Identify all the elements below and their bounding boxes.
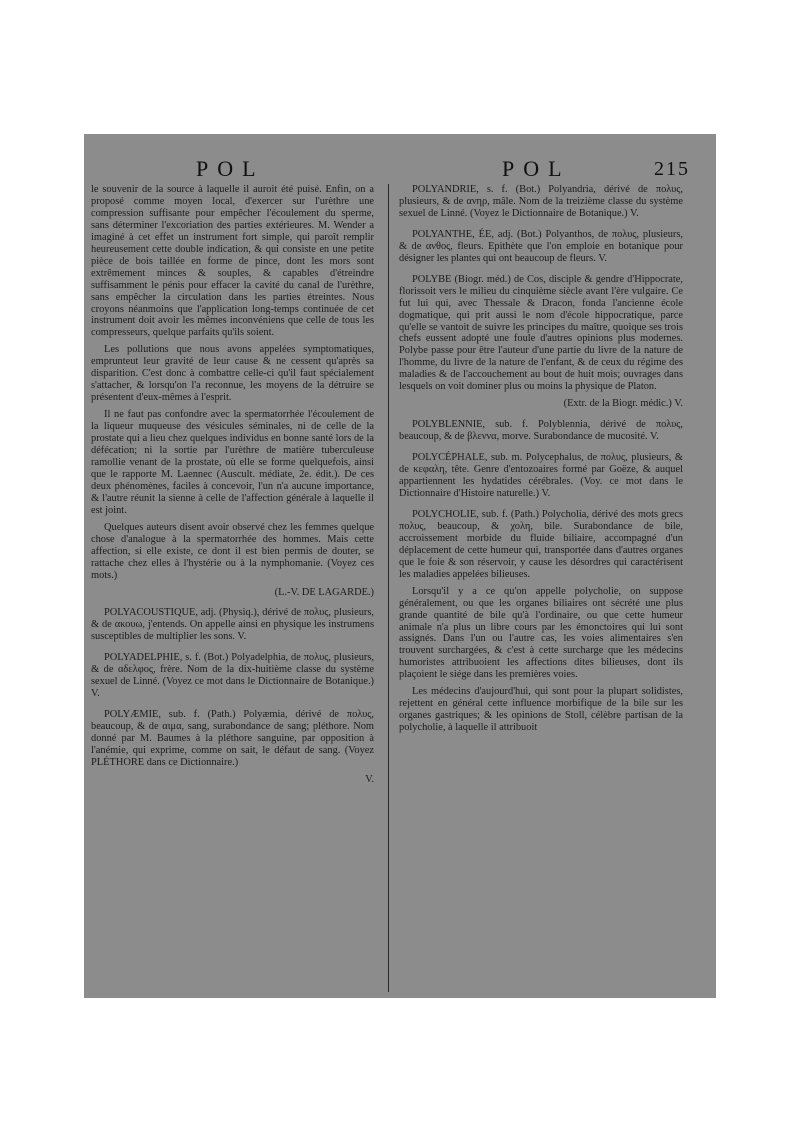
- running-header: [84, 156, 716, 182]
- column-rule: [388, 184, 389, 992]
- dictionary-entry: POLYCHOLIE, sub. f. (Path.) Polycholia, dérivé des mots grecs πολυς, beaucoup, & χολη, bile. Surabondance de bile, accroissement morbide du fluide biliaire, accompagné d'un déplacement de cette humeur qui, transportée dans d'autres organes que le foie & son réservoir, y cause les désordres qui caractérisent les maladies appelées bilieuses.: [399, 508, 683, 580]
- dictionary-entry: POLYACOUSTIQUE, adj. (Physiq.), dérivé de πολυς, plusieurs, & de ακουω, j'entends. On appelle ainsi en physique les instrumens susceptibles de multiplier les sons. V.: [91, 607, 374, 643]
- paragraph: Les pollutions que nous avons appelées symptomatiques, emprunteut leur gravité de leur cause & ne cessent qu'après sa disparition. C'est donc à combattre celle-ci qu'il faut spécialement s'attacher, & lorsqu'on l'a reconnue, les moyens de la détruire se présentent d'eux-mêmes à l'esprit.: [91, 344, 374, 404]
- dictionary-entry: POLYANTHE, ÉE, adj. (Bot.) Polyanthos, de πολυς, plusieurs, & de ανθος, fleurs. Epithète que l'on emploie en botanique pour désigner les plantes qui ont beaucoup de fleurs. V.: [399, 228, 683, 264]
- right-column: [399, 184, 683, 739]
- paragraph: le souvenir de la source à laquelle il auroit été puisé. Enfin, on a proposé comme moyen local, d'exercer sur l'urèthre une compression suffisante pour empêcher l'écoulement du sperme, sans déterminer l'excoriation des parties extérieures. M. Wender a imaginé à cet effet un instrument fort simple, qui paroît remplir heureusement cette double indication, & qui consiste en une petite pièce de bois taillée en forme de pince, dont les mors sont extrêmement minces & souples, & capables d'étreindre suffisamment le pénis pour effacer la cavité du canal de l'urèthre, sans empêcher la circulation dans les parties étreintes. Nous croyons néanmoins que l'application long-temps continuée de cet instrument doit avoir les mêmes inconvéniens que celle de tous les compresseurs, quelque parfaits qu'ils soient.: [91, 184, 374, 339]
- page-number: 215: [654, 158, 690, 180]
- paragraph: Il ne faut pas confondre avec la spermatorrhée l'écoulement de la liqueur muqueuse des vésicules séminales, ni de celle de la prostate qui a lieu chez quelques individus en bonne santé lors de la défécation; ni la sortie par l'urèthre de matière tuberculeuse ramollie venant de la prostate, où elle se forme quelquefois, ainsi que le rapporte M. Laennec (Auscult. médiate, 2e. édit.). De ces deux phénomènes, faciles à concevoir, l'un n'a aucune importance, & l'autre réunit la sienne à celle de l'affection générale à laquelle il est joint.: [91, 409, 374, 516]
- author-signature: (L.-V. DE LAGARDE.): [274, 586, 374, 598]
- citation: (Extr. de la Biogr. médic.) V.: [563, 398, 683, 410]
- entry-end-mark: V.: [365, 773, 374, 785]
- paragraph: Les médecins d'aujourd'hui, qui sont pour la plupart solidistes, rejettent en général cette influence morbifique de la bile sur les organes gastriques; & les opinions de Stoll, célèbre partisan de la polycholie, à laquelle il attribuoit: [399, 686, 683, 734]
- scanned-page: [84, 134, 716, 998]
- paragraph: Quelques auteurs disent avoir observé chez les femmes quelque chose d'analogue à la spermatorrhée des hommes. Mais cette affection, si elle existe, ce dont il est bien permis de douter, se rattache chez elles à l'hystérie ou à la nymphomanie. (Voyez ces mots.): [91, 521, 374, 581]
- dictionary-entry: POLYBE (Biogr. méd.) de Cos, disciple & gendre d'Hippocrate, florissoit vers le milieu du cinquième siècle avant l'ère vulgaire. Ce fut lui qui, avec Thessale & Dracon, fonda l'ancienne école dogmatique, qui prit aussi le nom d'école hippocratique, parce qu'elle se vantoit de suivre les principes du maître, quoique ses trois chefs eussent adopté une foule d'autres opinions plus modernes. Polybe passe pour être l'auteur d'une partie du livre de la nature de l'homme, du livre de la nature de l'enfant, & de ceux du régime des maladies & de l'accouchement au bout de huit mois; ouvrages dans lesquels on voit dominer plus ou moins la physique de Platon.: [399, 273, 683, 393]
- dictionary-entry: POLYANDRIE, s. f. (Bot.) Polyandria, dérivé de πολυς, plusieurs, & de ανηρ, mâle. Nom de la treizième classe du système sexuel de Linné. (Voyez le Dictionnaire de Botanique.) V.: [399, 184, 683, 219]
- dictionary-entry: POLYÆMIE, sub. f. (Path.) Polyæmia, dérivé de πολυς, beaucoup, & de αιμα, sang, surabondance de sang; pléthore. Nom donné par M. Baumes à la pléthore sanguine, par opposition à l'anémie, qui exprime, comme on sait, le défaut de sang. (Voyez PLÉTHORE dans ce Dictionnaire.): [91, 709, 374, 768]
- dictionary-entry: POLYADELPHIE, s. f. (Bot.) Polyadelphia, de πολυς, plusieurs, & de αδελφος, frère. Nom de la dix-huitième classe du système sexuel de Linné. (Voyez ce mot dans le Dictionnaire de Botanique.) V.: [91, 652, 374, 700]
- right-running-head: POL: [502, 156, 571, 181]
- dictionary-entry: POLYCÉPHALE, sub. m. Polycephalus, de πολυς, plusieurs, & de κεφαλη, tête. Genre d'entozoaires formé par Goëze, & auquel appartiennent les hydatides cérébrales. (Voy. ce mot dans le Dictionnaire d'Histoire naturelle.) V.: [399, 452, 683, 499]
- dictionary-entry: POLYBLENNIE, sub. f. Polyblennia, dérivé de πολυς, beaucoup, & de βλεννα, morve. Surabondance de mucosité. V.: [399, 419, 683, 443]
- left-running-head: POL: [196, 156, 265, 181]
- left-column: [91, 184, 374, 791]
- paragraph: Lorsqu'il y a ce qu'on appelle polycholie, on suppose généralement, ou que les organes biliaires ont sécrété une plus grande quantité de bile qu'à l'ordinaire, ou que cette humeur animale n'a plus un libre cours par les émonctoires qui lui sont assignés. Dans l'un ou l'autre cas, les voies alimentaires s'en trouvent surchargées, & c'est à cette surcharge que les médecins humoristes attribuoient les affections dites bilieuses, dont ils plaçoient le siége dans les premières voies.: [399, 585, 683, 681]
